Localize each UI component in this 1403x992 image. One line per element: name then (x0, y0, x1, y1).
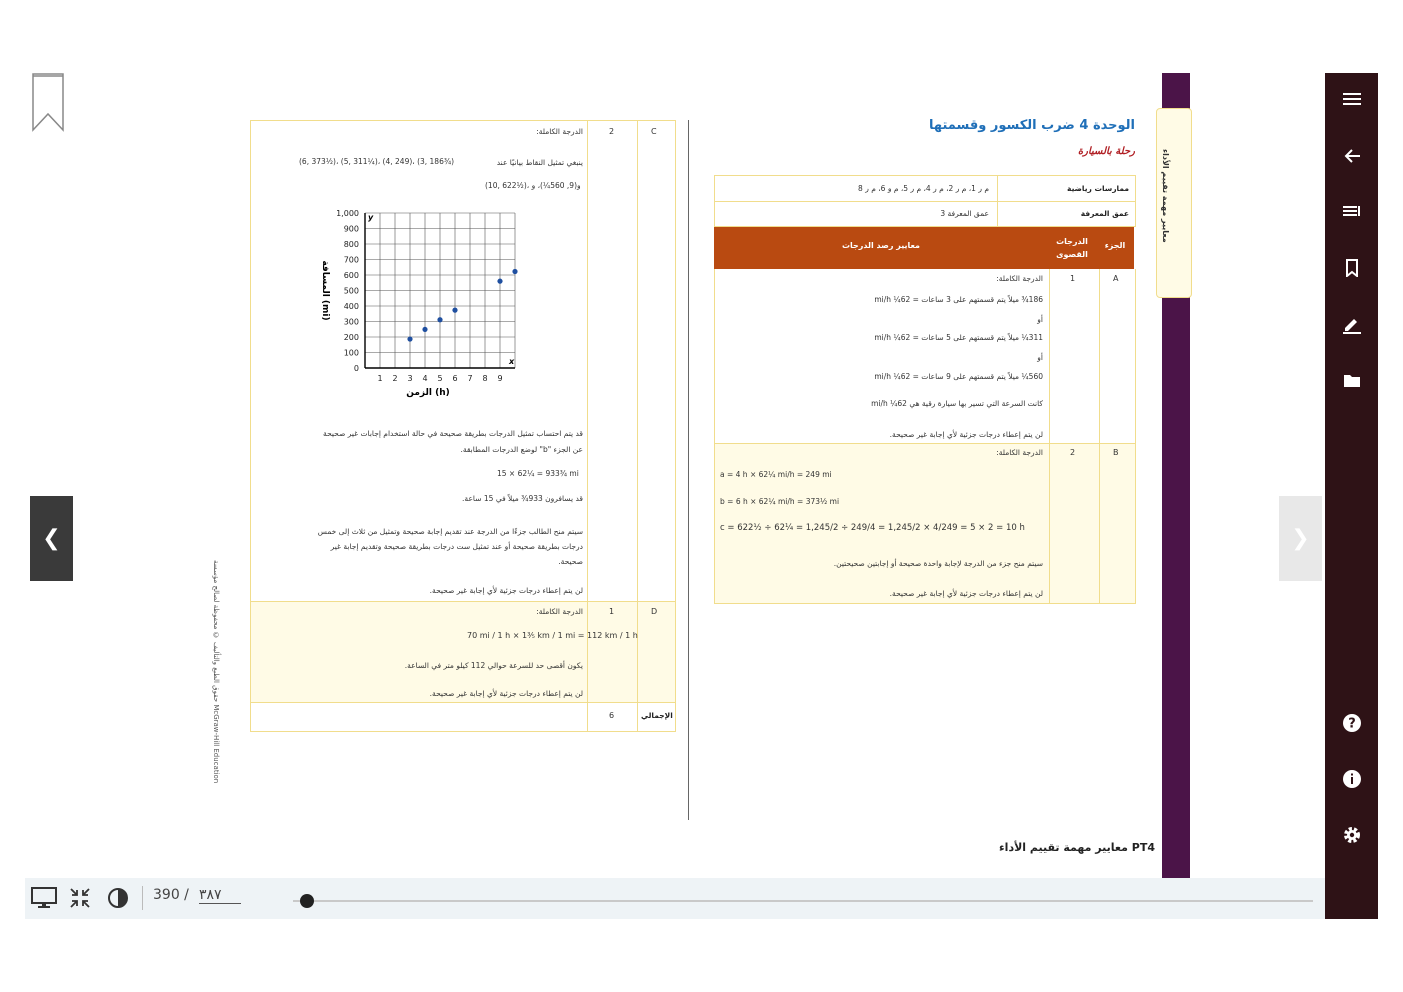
x-tick-label: 2 (392, 374, 398, 383)
note-line-2: عن الجزء "b" لوضع الدرجات المطابقة. (460, 445, 583, 454)
row-b-no-partial: لن يتم إعطاء درجات جزئية لأي إجابة غير صحيحة. (889, 589, 1043, 598)
travel-line: قد يسافرون 933¾ ميلاً في 15 ساعة. (462, 494, 583, 503)
help-icon[interactable] (1325, 709, 1378, 737)
row-a-or-1: أو (1037, 315, 1043, 324)
distance-time-chart (311, 209, 531, 409)
row-b-bg (1050, 444, 1099, 603)
row-a-score: 1 (1070, 274, 1076, 283)
row-b-eq-a: a = 4 h × 62¼ mi/h = 249 mi (720, 470, 832, 479)
x-tick-label: 4 (422, 374, 428, 383)
row-d-bg (638, 602, 675, 702)
row-a-no-partial: لن يتم إعطاء درجات جزئية لأي إجابة غير صحيحة. (889, 430, 1043, 439)
unit-title: الوحدة 4 ضرب الكسور وقسمتها (929, 118, 1135, 133)
math-practices-value: م ر 1، م ر 2، م ر 4، م ر 5، م و 6، م ر 8 (858, 184, 989, 193)
row-a-or-2: أو (1037, 353, 1043, 362)
data-point (452, 308, 457, 313)
data-point (497, 279, 502, 284)
partial-line-1: سيتم منح الطالب جزءًا من الدرجة عند تقديم إجابة صحيحة وتمثيل من ثلاث إلى خمس (317, 527, 583, 536)
side-tab-label: معايير مهمة تقييم الأداء (1161, 149, 1170, 243)
points-line-1: (6, 373½)، (5, 311¼)، (4, 249)، (3, 186¾) (299, 157, 455, 166)
row-a-line-2: 311¼ ميلاً يتم قسمتهم على 5 ساعات = 62¼ mi/h (874, 333, 1043, 342)
separator (142, 886, 143, 910)
fullscreen-exit-icon[interactable] (67, 886, 93, 910)
y-tick-label: 400 (343, 302, 359, 311)
note-line-1: قد يتم احتساب تمثيل الدرجات بطريقة صحيحة في حالة استخدام إجابات غير صحيحة (323, 429, 583, 438)
settings-icon[interactable] (1325, 821, 1378, 849)
y-tick-label: 700 (343, 255, 359, 265)
calc-line: 15 × 62¼ = 933¾ mi (497, 469, 579, 478)
row-d-bg (251, 602, 587, 702)
page-number-input[interactable] (199, 887, 241, 904)
page-footer: PT4 معايير مهمة تقييم الأداء (999, 841, 1155, 854)
page-gutter (688, 120, 689, 820)
header-max-score: الدرجات القصوى (1056, 237, 1088, 259)
row-a-line-4: كانت السرعة التي تسير بها سيارة رقية هي 62¼ mi/h (871, 399, 1043, 408)
partial-line-2: درجات بطريقة صحيحة أو عند تمثيل ست درجات بطريقة صحيحة وتقديم إجابة غير (330, 542, 583, 551)
row-b-part: B (1113, 448, 1119, 457)
pen-icon[interactable] (1325, 310, 1378, 338)
y-tick-label: 800 (343, 240, 359, 249)
chevron-left-icon: ❮ (42, 526, 61, 551)
data-point (407, 336, 412, 341)
folder-icon[interactable] (1325, 366, 1378, 394)
data-point (512, 269, 517, 274)
toc-icon[interactable] (1325, 198, 1378, 226)
y-tick-label: 500 (343, 286, 359, 296)
x-tick-label: 6 (452, 374, 458, 383)
y-tick-label: 200 (343, 333, 359, 342)
contrast-icon[interactable] (105, 886, 131, 910)
row-a-line-3: 560¼ ميلاً يتم قسمتهم على 9 ساعات = 62¼ mi/h (874, 372, 1043, 381)
svg-text:?: ? (1347, 716, 1356, 732)
row-d-bg (588, 602, 637, 702)
x-axis-letter: x (509, 357, 515, 366)
points-line-2: (10, 622½)، و(9, 560¼)، و (485, 181, 581, 190)
no-partial-line: لن يتم إعطاء درجات جزئية لأي إجابة غير صحيحة. (429, 586, 583, 595)
page-slider-knob[interactable] (300, 894, 314, 908)
bookmark-ribbon-icon[interactable] (30, 72, 66, 132)
row-d-part: D (651, 607, 658, 616)
x-tick-label: 8 (482, 374, 488, 383)
left-rubric-table (250, 120, 676, 732)
row-d-score: 1 (609, 607, 615, 616)
y-tick-label: 300 (343, 317, 359, 327)
x-tick-label: 9 (497, 374, 503, 383)
row-divider (251, 702, 675, 703)
math-practices-label: ممارسات رياضية (1067, 184, 1129, 193)
row-c-score: 2 (609, 127, 615, 136)
section-side-tab (1156, 108, 1192, 298)
chevron-right-icon: ❯ (1291, 526, 1310, 551)
y-tick-label: 100 (343, 348, 359, 358)
monitor-icon[interactable] (29, 886, 59, 910)
info-icon[interactable] (1325, 765, 1378, 793)
unit-subtitle: رحلة بالسيارة (1077, 146, 1135, 157)
row-a-full-credit: الدرجة الكاملة: (996, 274, 1043, 283)
next-page-button[interactable] (1279, 496, 1322, 581)
row-b-eq-b: b = 6 h × 62¼ mi/h = 373½ mi (720, 497, 840, 506)
row-c-part: C (651, 127, 657, 136)
row-d-full-credit: الدرجة الكاملة: (536, 607, 583, 616)
x-tick-label: 1 (377, 374, 383, 383)
right-rubric-table (714, 269, 1136, 604)
y-axis-letter: y (368, 213, 374, 222)
row-b-eq-c: c = 622½ ÷ 62¼ = 1,245/2 ÷ 249/4 = 1,245/2 × 4/249 = 5 × 2 = 10 h (720, 523, 1025, 533)
right-toolbar (1325, 73, 1378, 919)
dok-value: عمق المعرفة 3 (940, 209, 989, 218)
row-b-score: 2 (1070, 448, 1076, 457)
x-tick-label: 3 (407, 374, 413, 383)
y-tick-label: 900 (343, 224, 359, 234)
bookmark-icon[interactable] (1325, 254, 1378, 282)
x-axis-title: الزمن (h) (406, 388, 450, 398)
page-total: 390 / (153, 887, 189, 903)
data-point (437, 317, 442, 322)
intro-text: ينبغي تمثيل النقاط بيانيًا عند (496, 158, 583, 167)
previous-page-button[interactable] (30, 496, 73, 581)
partial-line-3: صحيحة. (558, 557, 583, 566)
header-criteria: معايير رصد الدرجات (841, 241, 921, 250)
row-b-full-credit: الدرجة الكاملة: (996, 448, 1043, 457)
menu-icon[interactable] (1325, 85, 1378, 113)
row-divider (715, 201, 1135, 202)
x-tick-label: 5 (437, 374, 443, 383)
bottom-bar (25, 878, 1325, 919)
page-slider-track[interactable] (293, 900, 1313, 902)
total-value: 6 (609, 711, 615, 720)
rubric-header (714, 227, 1134, 269)
row-b-bg (1100, 444, 1135, 603)
row-d-answer: يكون أقصى حد للسرعة حوالي 112 كيلو متر في الساعة. (404, 661, 583, 670)
y-tick-label: 0 (353, 364, 359, 373)
y-tick-label: 600 (343, 271, 359, 280)
row-a-line-1: 186¾ ميلاً يتم قسمتهم على 3 ساعات = 62¼ mi/h (874, 295, 1043, 304)
row-c (251, 121, 675, 601)
back-arrow-icon[interactable] (1325, 142, 1378, 170)
x-tick-label: 7 (467, 374, 473, 383)
full-credit-label: الدرجة الكاملة: (536, 127, 583, 136)
row-d-formula: 70 mi / 1 h × 1⅗ km / 1 mi = 112 km / 1 h (467, 631, 638, 640)
data-point (422, 327, 427, 332)
row-a-part: A (1113, 274, 1119, 283)
total-label: الإجمالي (641, 711, 673, 720)
dok-label: عمق المعرفة (1080, 209, 1129, 218)
y-tick-label: 1,000 (336, 209, 359, 218)
y-axis-title: المسافة (mi) (320, 260, 330, 321)
copyright-notice: حقوق الطبع والتأليف © محفوظة لصالح مؤسسة McGraw-Hill Education (212, 560, 220, 784)
row-d-no-partial: لن يتم إعطاء درجات جزئية لأي إجابة غير صحيحة. (429, 689, 583, 698)
row-b-partial: سيتم منح جزء من الدرجة لإجابة واحدة صحيحة أو إجابتين صحيحتين. (833, 559, 1043, 568)
practices-table (714, 175, 1136, 227)
header-part: الجزء (1104, 241, 1126, 250)
